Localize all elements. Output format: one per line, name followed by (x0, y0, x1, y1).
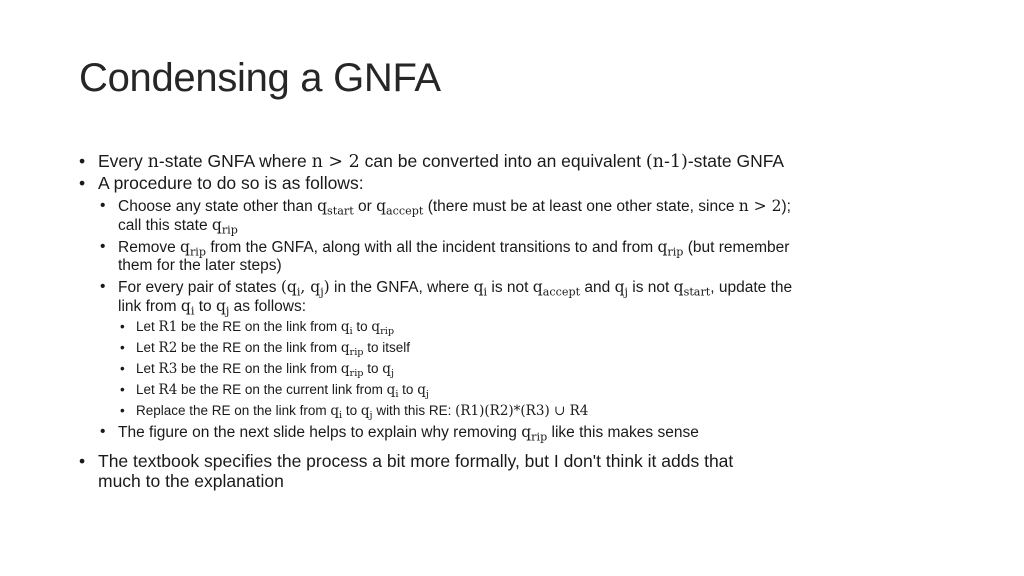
math: ( (280, 278, 287, 296)
math: ) (323, 278, 330, 296)
subscript: rip (667, 245, 684, 259)
subscript: i (190, 304, 195, 318)
bullet-procedure (79, 173, 959, 442)
math: q (371, 319, 381, 335)
text: and (580, 279, 615, 296)
slide-body (79, 151, 959, 500)
text: Replace the RE on the link from (136, 403, 331, 418)
text: The textbook specifies the process a bit more formally, but I don't think it adds that (98, 451, 734, 471)
text: (but remember (683, 239, 790, 256)
text: be the RE on the link from (177, 319, 341, 334)
text: link from (118, 298, 181, 315)
math: q (340, 361, 350, 377)
math: q (521, 423, 532, 441)
text: to (194, 298, 216, 315)
math: q (340, 319, 350, 335)
math: q (211, 216, 222, 234)
bullet-textbook-note (79, 451, 959, 491)
subscript: rip (349, 367, 364, 379)
math: q (382, 361, 391, 377)
bullet-gnfa-reduction (79, 151, 959, 172)
subscript: j (425, 388, 429, 400)
math: (n-1) (645, 152, 688, 172)
math: q (473, 278, 484, 296)
sub-bullet-choose-state (98, 197, 959, 235)
text: Let (136, 319, 159, 334)
math: n (147, 152, 159, 172)
math: q (532, 278, 543, 296)
text: Let (136, 340, 159, 355)
subscript: start (683, 285, 711, 299)
text: to (352, 319, 372, 334)
subscript: i (339, 409, 343, 421)
text: to itself (363, 340, 411, 355)
math: q (614, 278, 625, 296)
math: q (286, 278, 297, 296)
subscript: i (349, 325, 353, 337)
step-let-r1 (118, 318, 959, 336)
math: R4 (158, 382, 178, 398)
math: q (340, 340, 350, 356)
subscript: i (296, 285, 301, 299)
sub-bullet-figure-note (98, 423, 959, 442)
subscript: rip (349, 346, 364, 358)
text: to (363, 361, 383, 376)
text: be the RE on the link from (177, 361, 341, 376)
math: q (180, 297, 191, 315)
text: (there must be at least one other state, since (423, 198, 739, 215)
text: to (398, 382, 418, 397)
text: A procedure to do so is as follows: (98, 173, 364, 193)
step-let-r3 (118, 360, 959, 378)
subscript: i (483, 285, 488, 299)
math: q (376, 197, 387, 215)
text: ); (781, 198, 791, 215)
text: For every pair of states (118, 279, 281, 296)
text: -state GNFA (687, 151, 785, 171)
text: is not (487, 279, 533, 296)
sub-bullet-pair-of-states (98, 278, 959, 420)
subscript: j (624, 285, 628, 299)
math: q (330, 403, 340, 419)
math: q (180, 238, 190, 256)
sub-sub-bullet-list (118, 318, 959, 420)
step-let-r2 (118, 339, 959, 357)
math: q (360, 403, 370, 419)
math: q (215, 297, 226, 315)
text: like this makes sense (547, 424, 699, 441)
sub-bullet-list (98, 197, 959, 442)
text: in the GNFA, where (329, 279, 474, 296)
text: call this state (118, 217, 212, 234)
bullet-list (79, 151, 959, 491)
subscript: accept (542, 285, 581, 299)
math: q (386, 382, 396, 398)
math: (R1)(R2)*(R3) ∪ R4 (455, 403, 589, 419)
text: Let (136, 382, 159, 397)
text: is not (627, 279, 674, 296)
subscript: rip (221, 223, 238, 237)
text: Remove (118, 239, 181, 256)
math: n > 2 (738, 197, 782, 215)
text: to (342, 403, 361, 418)
subscript: rip (380, 325, 395, 337)
step-let-r4 (118, 381, 959, 399)
text: be the RE on the link from (177, 340, 341, 355)
text: Choose any state other than (118, 198, 318, 215)
subscript: accept (386, 204, 424, 218)
text: Let (136, 361, 159, 376)
subscript: j (320, 285, 324, 299)
text: much to the explanation (98, 471, 284, 491)
text: from the GNFA, along with all the incident transitions to and from (206, 239, 658, 256)
math: R3 (158, 361, 178, 377)
text: with this RE: (372, 403, 456, 418)
subscript: j (390, 367, 394, 379)
text: Every (98, 151, 148, 171)
math: R2 (158, 340, 178, 356)
slide-title: Condensing a GNFA (79, 56, 441, 100)
text: The figure on the next slide helps to explain why removing (118, 424, 522, 441)
math: q (310, 278, 321, 296)
subscript: i (395, 388, 399, 400)
sub-bullet-remove-state (98, 238, 959, 275)
subscript: rip (189, 245, 207, 259)
text: them for the later steps) (118, 257, 282, 274)
math: q (657, 238, 668, 256)
math: n > 2 (311, 152, 360, 172)
step-replace-re (118, 402, 959, 420)
math: q (317, 197, 327, 215)
text: -state GNFA where (158, 151, 312, 171)
text: , update the (710, 279, 793, 296)
subscript: start (327, 204, 354, 218)
math: q (673, 278, 684, 296)
subscript: rip (531, 430, 548, 444)
math: , (300, 278, 311, 296)
text: or (353, 198, 377, 215)
text: can be converted into an equivalent (359, 151, 646, 171)
subscript: j (225, 304, 230, 318)
subscript: j (369, 409, 373, 421)
math: q (417, 382, 426, 398)
text: be the RE on the current link from (177, 382, 387, 397)
math: R1 (158, 319, 178, 335)
text: as follows: (229, 298, 307, 315)
